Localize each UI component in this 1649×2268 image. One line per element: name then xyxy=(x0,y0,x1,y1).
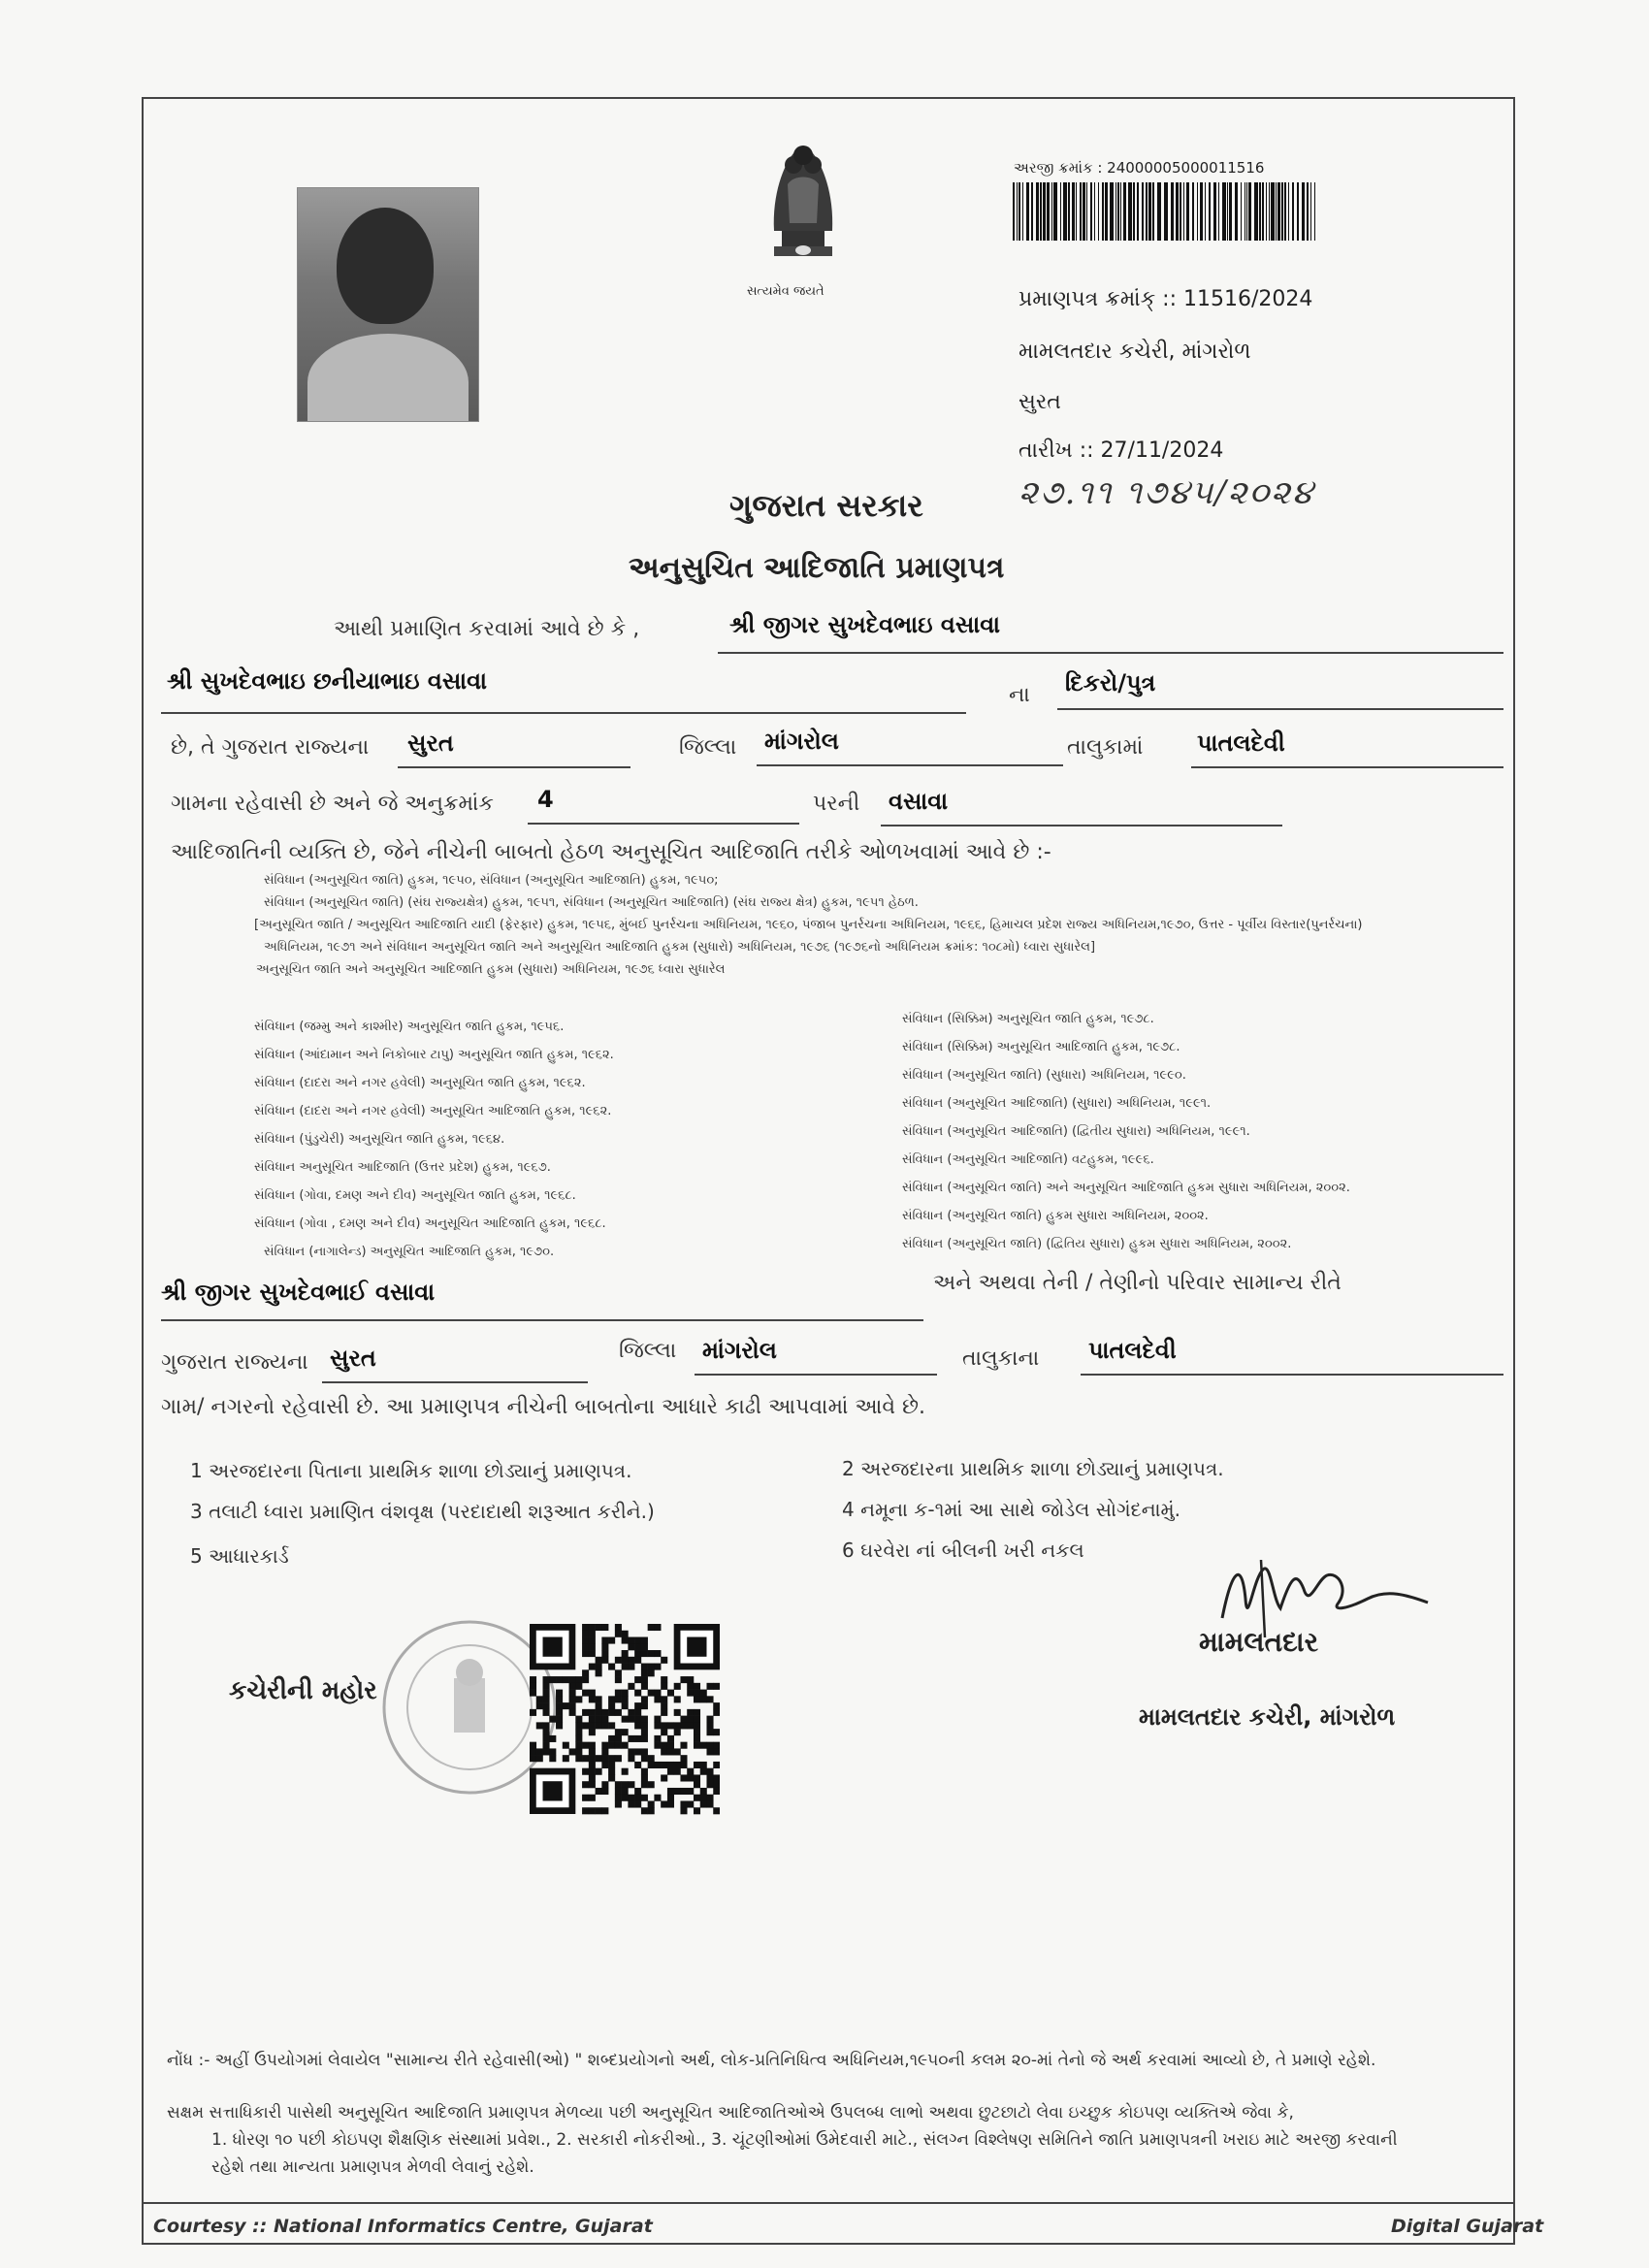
residence-state-value: સુરત xyxy=(330,1345,376,1372)
signatory-office: મામલતદાર કચેરી, માંગરોળ xyxy=(1139,1703,1396,1731)
national-emblem-icon xyxy=(745,126,861,281)
orders-intro-line: અનુસૂચિત જાતિ અને અનુસૂચિત આદિજાતિ હુકમ (સુધારા) અધિનિયમ, ૧૯૭૬ ધ્વારા સુધારેલ xyxy=(256,962,726,977)
government-title: ગુજરાત સરકાર xyxy=(729,487,923,524)
qr-code xyxy=(530,1615,720,1823)
tribe-value: વસાવા xyxy=(889,788,949,815)
footer-courtesy: Courtesy :: National Informatics Centre, Gujarat xyxy=(153,2216,653,2237)
note-usual-residence: નોંધ :- અહીં ઉપયોગમાં લેવાયેલ "સામાન્ય રીતે રહેવાસી(ઓ) " શબ્દપ્રયોગનો અર્થ, લોક-પ્રતિનિધિત્વ અધિનિયમ,૧૯૫૦ની કલમ ૨૦-માં તેનો જે અર્થ કરવામાં આવ્યો છે, તે પ્રમાણે રહેશે. xyxy=(167,2051,1376,2070)
certificate-number: પ્રમાણપત્ર ક્રમાંક્ :: 11516/2024 xyxy=(1018,287,1313,311)
document-item: 5 આધારકાર્ડ xyxy=(190,1544,289,1568)
document-item: 4 નમૂના ક-૧માં આ સાથે જોડેલ સોગંદનામું. xyxy=(842,1498,1181,1521)
state-prefix: છે, તે ગુજરાત રાજ્યના xyxy=(171,735,370,760)
taluka-value: પાતલદેવી xyxy=(1197,729,1285,757)
order-item: સંવિધાન (સિક્કિમ) અનુસૂચિત જાતિ હુકમ, ૧૯૭૮. xyxy=(902,1012,1154,1026)
order-item: સંવિધાન (અનુસૂચિત જાતિ) (દ્વિતિય સુધારા) હુકમ સુધારા અધિનિયમ, ૨૦૦૨. xyxy=(902,1237,1292,1251)
issue-date: તારીખ :: 27/11/2024 xyxy=(1018,438,1224,463)
applicant-photo xyxy=(297,187,479,422)
orders-intro-line: સંવિધાન (અનુસૂચિત જાતિ) હુકમ, ૧૯૫૦, સંવિધાન (અનુસૂચિત આદિજાતિ) હુકમ, ૧૯૫૦; xyxy=(264,873,719,888)
signatory-title: મામલતદાર xyxy=(1199,1626,1319,1658)
certify-text: આથી પ્રમાણિત કરવામાં આવે છે કે , xyxy=(334,617,640,641)
seal-label: કચેરીની મહોર xyxy=(229,1676,377,1705)
residence-taluka-value: પાતલદેવી xyxy=(1088,1337,1177,1364)
note-verification-end: રહેશે તથા માન્યતા પ્રમાણપત્ર મેળવી લેવાનું રહેશે. xyxy=(211,2157,534,2177)
issuing-city: સુરત xyxy=(1018,390,1061,414)
note-verification: સક્ષમ સત્તાધિકારી પાસેથી અનુસૂચિત આદિજાતિ પ્રમાણપત્ર મેળવ્યા પછી અનુસૂચિત આદિજાતિઓએ ઉપલબ્ધ લાભો અથવા છુટછાટો લેવા ઇચ્છુક કોઇપણ વ્યક્તિએ જેવા કે, xyxy=(167,2103,1294,2122)
order-item: સંવિધાન (દાદરા અને નગર હવેલી) અનુસૂચિત આદિજાતિ હુકમ, ૧૯૬૨. xyxy=(254,1104,612,1118)
certificate-title: અનુસુચિત આદિજાતિ પ્રમાણપત્ર xyxy=(629,551,1005,585)
order-item: સંવિધાન (દાદરા અને નગર હવેલી) અનુસૂચિત જાતિ હુકમ, ૧૯૬૨. xyxy=(254,1076,586,1090)
orders-right-list xyxy=(902,1005,1350,1258)
family-text: અને અથવા તેની / તેણીનો પરિવાર સામાન્ય રીતે xyxy=(933,1271,1342,1295)
order-item: સંવિધાન (અનુસૂચિત આદિજાતિ) (દ્વિતીય સુધારા) અધિનિયમ, ૧૯૯૧. xyxy=(902,1124,1250,1139)
orders-intro-line: [અનુસૂચિત જાતિ / અનુસૂચિત આદિજાતિ યાદી (ફેરફાર) હુકમ, ૧૯૫૬, મુંબઈ પુનર્રચના અધિનિયમ, ૧૯૬૦, પંજાબ પુનર્રચના અધિનિયમ, ૧૯૬૬, હિમાચલ પ્રદેશ રાજ્ય અધિનિયમ,૧૯૭૦, ઉત્તર - પૂર્વીય વિસ્તાર(પુનર્રચના) xyxy=(254,918,1363,932)
applicant-name: શ્રી જીગર સુખદેવભાઇ વસાવા xyxy=(729,611,1001,638)
order-item: સંવિધાન (નાગાલેન્ડ) અનુસૂચિત આદિજાતિ હુકમ, ૧૯૭૦. xyxy=(264,1245,555,1259)
serial-value: 4 xyxy=(537,786,554,813)
order-item: સંવિધાન (ગોવા, દમણ અને દીવ) અનુસૂચિત જાતિ હુકમ, ૧૯૬૮. xyxy=(254,1188,576,1203)
issue-basis-text: ગામ/ નગરનો રહેવાસી છે. આ પ્રમાણપત્ર નીચેની બાબતોના આધારે કાઢી આપવામાં આવે છે. xyxy=(161,1395,926,1419)
order-item: સંવિધાન (પુંડુચેરી) અનુસૂચિત જાતિ હુકમ, ૧૯૬૪. xyxy=(254,1132,505,1147)
residence-state-prefix: ગુજરાત રાજ્યના xyxy=(161,1350,308,1375)
residence-district-label: જિલ્લા xyxy=(619,1339,677,1363)
barcode xyxy=(1011,182,1319,241)
village-text: ગામના રહેવાસી છે અને જે અનુક્રમાંક xyxy=(171,792,494,816)
document-item: 1 અરજદારના પિતાના પ્રાથમિક શાળા છોડ્યાનું પ્રમાણપત્ર. xyxy=(190,1459,632,1482)
district-value: માંગરોલ xyxy=(764,728,839,755)
residence-name: શ્રી જીગર સુખદેવભાઈ વસાવા xyxy=(161,1279,436,1306)
application-number: અરજી ક્રમાંક : 24000005000011516 xyxy=(1014,159,1265,177)
district-label: જિલ્લા xyxy=(679,735,737,760)
order-item: સંવિધાન (જમ્મુ અને કાશ્મીર) અનુસૂચિત જાતિ હુકમ, ૧૯૫૬. xyxy=(254,1020,565,1034)
order-item: સંવિધાન (સિક્કિમ) અનુસૂચિત આદિજાતિ હુકમ, ૧૯૭૮. xyxy=(902,1040,1180,1054)
order-item: સંવિધાન (આંદામાન અને નિકોબાર ટાપુ) અનુસૂચિત જાતિ હુકમ, ૧૯૬૨. xyxy=(254,1048,614,1062)
taluka-label: તાલુકામાં xyxy=(1067,735,1144,760)
order-item: સંવિધાન (અનુસૂચિત જાતિ) અને અનુસૂચિત આદિજાતિ હુકમ સુધારા અધિનિયમ, ૨૦૦૨. xyxy=(902,1181,1350,1195)
document-item: 3 તલાટી ધ્વારા પ્રમાણિત વંશવૃક્ષ (પરદાદાથી શરૂઆત કરીને.) xyxy=(190,1500,655,1523)
document-item: 2 અરજદારના પ્રાથમિક શાળા છોડ્યાનું પ્રમાણપત્ર. xyxy=(842,1457,1224,1480)
order-item: સંવિધાન (ગોવા , દમણ અને દીવ) અનુસૂચિત આદિજાતિ હુકમ, ૧૯૬૮. xyxy=(254,1216,606,1231)
father-name: શ્રી સુખદેવભાઇ છનીયાભાઇ વસાવા xyxy=(167,667,487,695)
document-item: 6 ઘરવેરા નાં બીલની ખરી નકલ xyxy=(842,1539,1084,1562)
emblem-caption: સત્યમેવ જયતે xyxy=(747,284,824,299)
relation-value: દિકરો/પુત્ર xyxy=(1065,669,1156,697)
footer-brand: Digital Gujarat xyxy=(1391,2216,1544,2237)
residence-district-value: માંગરોલ xyxy=(702,1337,777,1364)
orders-intro-line: અધિનિયમ, ૧૯૭૧ અને સંવિધાન અનુસૂચિત જાતિ અને અનુસૂચિત આદિજાતિ હુકમ (સુધારો) અધિનિયમ, ૧૯૭૬ (૧૯૭૬નો અધિનિયમ ક્રમાંક: ૧૦૮મો) ધ્વારા સુધારેલ] xyxy=(264,940,1096,955)
recognition-text: આદિજાતિની વ્યક્તિ છે, જેને નીચેની બાબતો હેઠળ અનુસૂચિત આદિજાતિ તરીકે ઓળખવામાં આવે છે :- xyxy=(171,840,1051,864)
issuing-office: મામલતદાર કચેરી, માંગરોળ xyxy=(1018,340,1251,364)
order-item: સંવિધાન (અનુસૂચિત જાતિ) (સુધારા) અધિનિયમ, ૧૯૯૦. xyxy=(902,1068,1186,1083)
residence-taluka-label: તાલુકાના xyxy=(962,1346,1040,1371)
na-label: ના xyxy=(1009,683,1030,707)
orders-intro xyxy=(254,869,1363,981)
parni-label: પરની xyxy=(813,792,860,816)
order-item: સંવિધાન (અનુસૂચિત જાતિ) હુકમ સુધારા અધિનિયમ, ૨૦૦૨. xyxy=(902,1209,1209,1223)
order-item: સંવિધાન અનુસૂચિત આદિજાતિ (ઉત્તર પ્રદેશ) હુકમ, ૧૯૬૭. xyxy=(254,1160,551,1175)
orders-left-list xyxy=(254,1013,614,1266)
orders-intro-line: સંવિધાન (અનુસૂચિત જાતિ) (સંઘ રાજ્યક્ષેત્ર) હુકમ, ૧૯૫૧, સંવિધાન (અનુસૂચિત આદિજાતિ) (સંઘ રાજ્ય ક્ષેત્ર) હુકમ, ૧૯૫૧ હેઠળ. xyxy=(264,895,919,910)
state-value: સુરત xyxy=(407,729,454,757)
order-item: સંવિધાન (અનુસૂચિત આદિજાતિ) વટહુકમ, ૧૯૯૬. xyxy=(902,1152,1154,1167)
handwritten-reference: ૨૭.૧૧ ૧૭૪૫/૨૦૨૪ xyxy=(1018,473,1315,512)
order-item: સંવિધાન (અનુસૂચિત આદિજાતિ) (સુધારા) અધિનિયમ, ૧૯૯૧. xyxy=(902,1096,1212,1111)
note-verification-items: 1. ધોરણ ૧૦ પછી કોઇપણ શૈક્ષણિક સંસ્થામાં પ્રવેશ., 2. સરકારી નોકરીઓ., 3. ચૂંટણીઓમાં ઉમેદવારી માટે., સંલગ્ન વિશ્લેષણ સમિતિને જાતિ પ્રમાણપત્રની ખરાઇ માટે અરજી કરવાની xyxy=(211,2130,1398,2150)
